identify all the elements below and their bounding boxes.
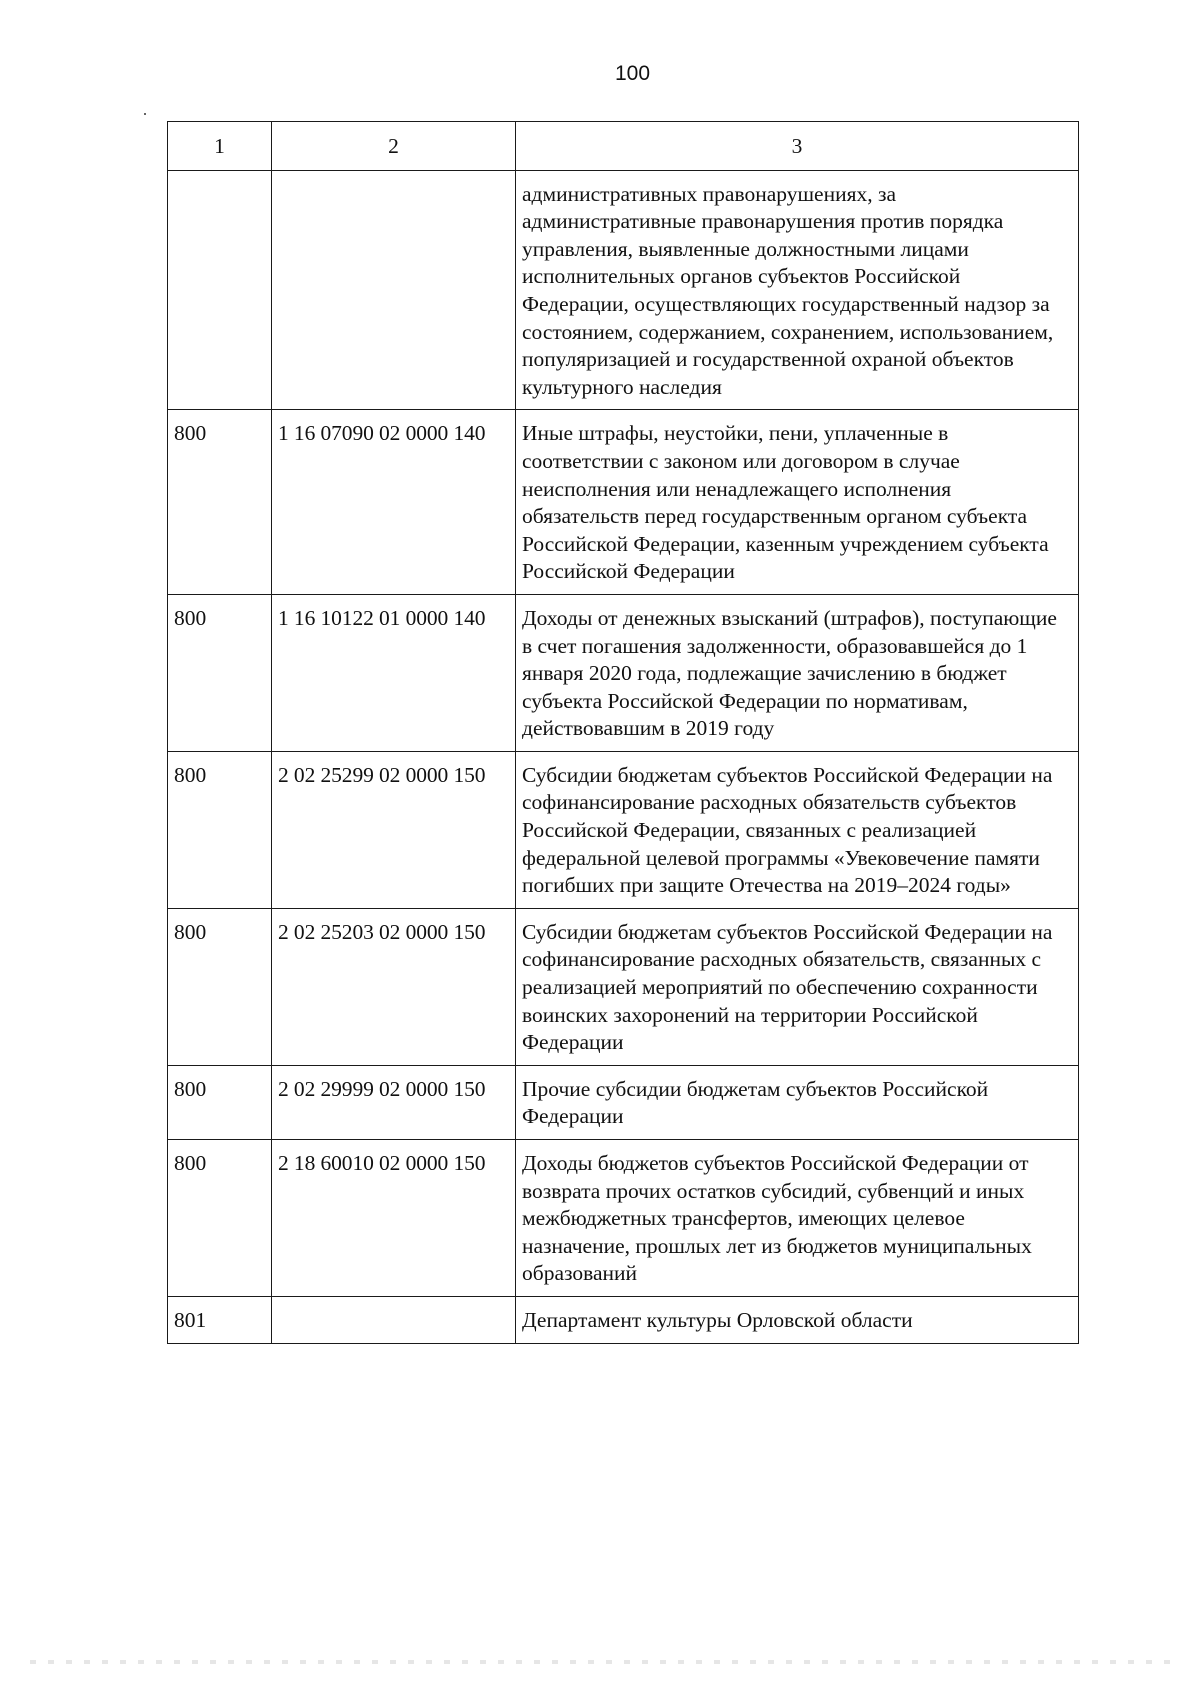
- table-row: [168, 1065, 1079, 1139]
- budget-code-cell: 2 02 25203 02 0000 150: [272, 908, 516, 1065]
- description-cell: Прочие субсидии бюджетам субъектов Российской Федерации: [516, 1065, 1079, 1139]
- description-cell: административных правонарушениях, за административные правонарушения против порядка управления, выявленные должностными лицами исполнительных органов субъектов Российской Федерации, осуществляющих государственный надзор за состоянием, содержанием, сохранением, использованием, популяризацией и государственной охраной объектов культурного наследия: [516, 170, 1079, 410]
- column-header-1: 1: [168, 122, 272, 171]
- budget-code-cell: 2 18 60010 02 0000 150: [272, 1140, 516, 1297]
- budget-code-cell: 2 02 29999 02 0000 150: [272, 1065, 516, 1139]
- admin-code-cell: 800: [168, 1065, 272, 1139]
- budget-code-cell: 1 16 10122 01 0000 140: [272, 594, 516, 751]
- table-row: [168, 751, 1079, 908]
- admin-code-cell: 800: [168, 751, 272, 908]
- description-cell: Доходы бюджетов субъектов Российской Федерации от возврата прочих остатков субсидий, субвенций и иных межбюджетных трансфертов, имеющих целевое назначение, прошлых лет из бюджетов муниципальных образований: [516, 1140, 1079, 1297]
- admin-code-cell: [168, 170, 272, 410]
- admin-code-cell: 800: [168, 1140, 272, 1297]
- page-number: 100: [614, 62, 651, 85]
- description-cell: Доходы от денежных взысканий (штрафов), поступающие в счет погашения задолженности, образовавшейся до 1 января 2020 года, подлежащие зачислению в бюджет субъекта Российской Федерации по нормативам, действовавшим в 2019 году: [516, 594, 1079, 751]
- table-row: [168, 410, 1079, 595]
- table-row: [168, 908, 1079, 1065]
- description-cell: Субсидии бюджетам субъектов Российской Федерации на софинансирование расходных обязательств субъектов Российской Федерации, связанных с реализацией федеральной целевой программы «Увековечение памяти погибших при защите Отечества на 2019–2024 годы»: [516, 751, 1079, 908]
- admin-code-cell: 800: [168, 410, 272, 595]
- table-row: [168, 1140, 1079, 1297]
- admin-code-cell: 800: [168, 594, 272, 751]
- description-cell: Субсидии бюджетам субъектов Российской Федерации на софинансирование расходных обязательств, связанных с реализацией мероприятий по обеспечению сохранности воинских захоронений на территории Российской Федерации: [516, 908, 1079, 1065]
- admin-code-cell: 801: [168, 1296, 272, 1343]
- table-row: [168, 170, 1079, 410]
- budget-code-cell: 1 16 07090 02 0000 140: [272, 410, 516, 595]
- budget-code-cell: [272, 170, 516, 410]
- description-cell: Департамент культуры Орловской области: [516, 1296, 1079, 1343]
- scan-artifact-dot: [144, 113, 146, 115]
- table-row: [168, 594, 1079, 751]
- description-cell: Иные штрафы, неустойки, пени, уплаченные в соответствии с законом или договором в случае неисполнения или ненадлежащего исполнения обязательств перед государственным органом субъекта Российской Федерации, казенным учреждением субъекта Российской Федерации: [516, 410, 1079, 595]
- admin-code-cell: 800: [168, 908, 272, 1065]
- column-header-3: 3: [516, 122, 1079, 171]
- budget-classification-table: [167, 121, 1079, 1344]
- budget-code-cell: [272, 1296, 516, 1343]
- table-row: [168, 1296, 1079, 1343]
- scan-artifact-footer: [30, 1660, 1170, 1664]
- table-header-row: [168, 122, 1079, 171]
- budget-code-cell: 2 02 25299 02 0000 150: [272, 751, 516, 908]
- column-header-2: 2: [272, 122, 516, 171]
